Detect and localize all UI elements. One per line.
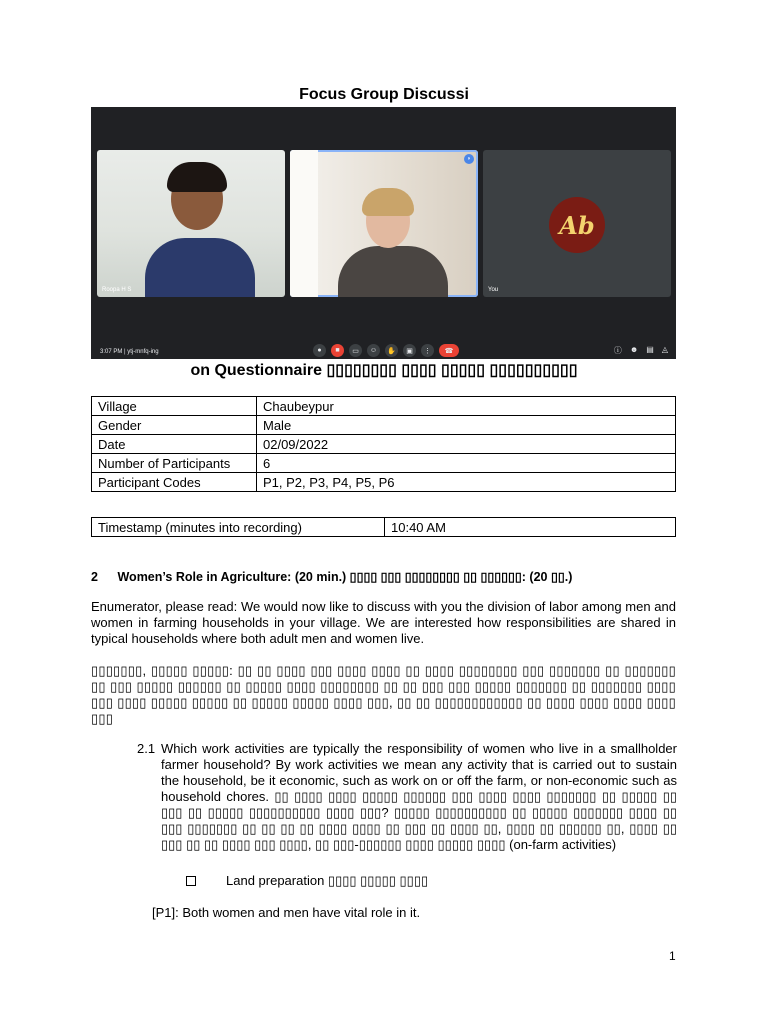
page-number: 1 — [669, 949, 676, 963]
info-label: Participant Codes — [92, 473, 257, 492]
meeting-side-controls — [614, 345, 668, 356]
info-value: Chaubeypur — [257, 397, 676, 416]
timestamp-table — [91, 517, 676, 537]
raise-hand-icon[interactable]: ✋ — [385, 344, 398, 357]
intro-hindi: ▯▯▯▯▯▯▯, ▯▯▯▯▯ ▯▯▯▯▯: ▯▯ ▯▯ ▯▯▯▯ ▯▯▯ ▯▯▯▯ ▯▯▯▯ ▯▯ ▯▯▯▯ ▯▯▯▯▯▯▯▯ ▯▯▯ ▯▯▯▯▯▯▯ ▯▯ ▯▯▯▯▯▯▯ ▯▯ ▯▯▯ ▯▯▯▯▯ ▯▯▯▯▯▯ ▯▯ ▯▯▯▯▯ ▯▯▯▯ ▯▯▯▯▯▯▯▯ ▯▯ ▯▯ ▯▯▯ ▯▯▯ ▯▯▯▯▯ ▯▯▯▯▯▯▯ ▯▯ ▯▯▯▯▯▯▯ ▯▯▯▯ ▯▯▯ ▯▯▯▯ ▯▯▯▯▯ ▯▯▯▯▯ ▯▯ ▯▯▯▯▯ ▯▯▯▯▯ ▯▯▯▯ ▯▯▯, ▯▯ ▯▯ ▯▯▯▯▯▯▯▯▯▯▯▯ ▯▯ ▯▯▯▯ ▯▯▯▯ ▯▯▯▯ ▯▯▯▯ ▯▯▯ — [91, 663, 676, 726]
participant-name: You — [488, 287, 499, 293]
microphone-icon[interactable]: ● — [313, 344, 326, 357]
document-title: Focus Group Discussi — [299, 86, 469, 103]
info-value: Male — [257, 416, 676, 435]
checkbox-label: Land preparation ▯▯▯▯ ▯▯▯▯▯ ▯▯▯▯ — [226, 873, 429, 888]
avatar: Ab — [549, 197, 605, 253]
timestamp-label: Timestamp (minutes into recording) — [92, 518, 385, 537]
discussion-info-table — [91, 396, 676, 492]
table-row — [92, 454, 676, 473]
section-number: 2 — [91, 570, 98, 584]
info-icon[interactable]: ⓘ — [613, 346, 622, 355]
table-row — [92, 518, 676, 537]
section-title: Women’s Role in Agriculture: (20 min.) ▯▯▯▯ ▯▯▯ ▯▯▯▯▯▯▯▯ ▯▯ ▯▯▯▯▯▯: (20 ▯▯.) — [117, 570, 573, 584]
info-label: Number of Participants — [92, 454, 257, 473]
participant-name: Roopa H S — [102, 287, 132, 293]
table-row — [92, 416, 676, 435]
intro-english: Enumerator, please read: We would now like to discuss with you the division of labor among men and women in farming households in your village. We are interested how responsibilities are shared in typical households where both adult men and women live. — [91, 599, 676, 646]
participant-tile-2 — [290, 150, 478, 297]
activities-icon[interactable]: ◬ — [661, 345, 668, 354]
emoji-icon[interactable]: ☺ — [367, 344, 380, 357]
info-value: 6 — [257, 454, 676, 473]
table-row — [92, 397, 676, 416]
question-number: 2.1 — [137, 741, 156, 756]
speaking-indicator-icon: ◗ — [464, 154, 474, 164]
info-value: 02/09/2022 — [257, 435, 676, 454]
captions-icon[interactable]: ▭ — [349, 344, 362, 357]
participant-answer: [P1]: Both women and men have vital role in it. — [152, 905, 421, 920]
present-screen-icon[interactable]: ▣ — [403, 344, 416, 357]
meeting-time-code: 3:07 PM | ytj-mnfq-ing — [100, 349, 159, 355]
video-call-screenshot — [91, 107, 676, 359]
checkbox-item — [186, 873, 428, 889]
table-row — [92, 473, 676, 492]
meeting-controls — [313, 344, 459, 357]
info-value: P1, P2, P3, P4, P5, P6 — [257, 473, 676, 492]
question-2-1 — [137, 741, 677, 853]
document-subtitle: on Questionnaire ▯▯▯▯▯▯▯▯ ▯▯▯▯ ▯▯▯▯▯ ▯▯▯▯▯▯▯▯▯▯ — [190, 362, 578, 379]
timestamp-value: 10:40 AM — [385, 518, 676, 537]
question-text: Which work activities are typically the responsibility of women who live in a smallholder farmer household? By work activities we mean any activity that is carried out to sustain the household, be it economic, such as work on or off the farm, or non-economic such as household chores. ▯▯ ▯▯▯▯ ▯▯▯▯ ▯▯▯▯▯ ▯▯▯▯▯▯ ▯▯▯ ▯▯▯▯ ▯▯▯▯ ▯▯▯▯▯▯▯ ▯▯ ▯▯▯▯▯ ▯▯ ▯▯▯ ▯▯ ▯▯▯▯▯ ▯▯▯▯▯▯▯▯▯▯ ▯▯▯▯ ▯▯▯? ▯▯▯▯▯ ▯▯▯▯▯▯▯▯▯▯ ▯▯ ▯▯▯▯▯ ▯▯▯▯▯▯▯ ▯▯▯▯ ▯▯ ▯▯▯ ▯▯▯▯▯▯▯ ▯▯ ▯▯ ▯▯ ▯▯ ▯▯▯▯ ▯▯▯▯ ▯▯ ▯▯▯ ▯▯ ▯▯▯▯ ▯▯, ▯▯▯▯ ▯▯ ▯▯▯▯▯▯ ▯▯, ▯▯▯▯ ▯▯ ▯▯▯ ▯▯ ▯▯ ▯▯▯▯ ▯▯▯ ▯▯▯▯, ▯▯ ▯▯▯-▯▯▯▯▯▯ ▯▯▯▯ ▯▯▯▯▯ ▯▯▯▯ (on-farm activities) — [161, 741, 677, 852]
participant-tile-self — [483, 150, 671, 297]
info-label: Date — [92, 435, 257, 454]
more-options-icon[interactable]: ⋮ — [421, 344, 434, 357]
info-label: Village — [92, 397, 257, 416]
info-label: Gender — [92, 416, 257, 435]
chat-icon[interactable]: ▤ — [646, 345, 654, 354]
table-row — [92, 435, 676, 454]
participant-tile-1 — [97, 150, 285, 297]
section-heading — [91, 569, 572, 584]
people-icon[interactable]: ☻ — [629, 345, 639, 354]
hang-up-icon[interactable]: ☎ — [439, 344, 459, 357]
camera-off-icon[interactable]: ■ — [331, 344, 344, 357]
checkbox-icon[interactable] — [186, 876, 196, 886]
